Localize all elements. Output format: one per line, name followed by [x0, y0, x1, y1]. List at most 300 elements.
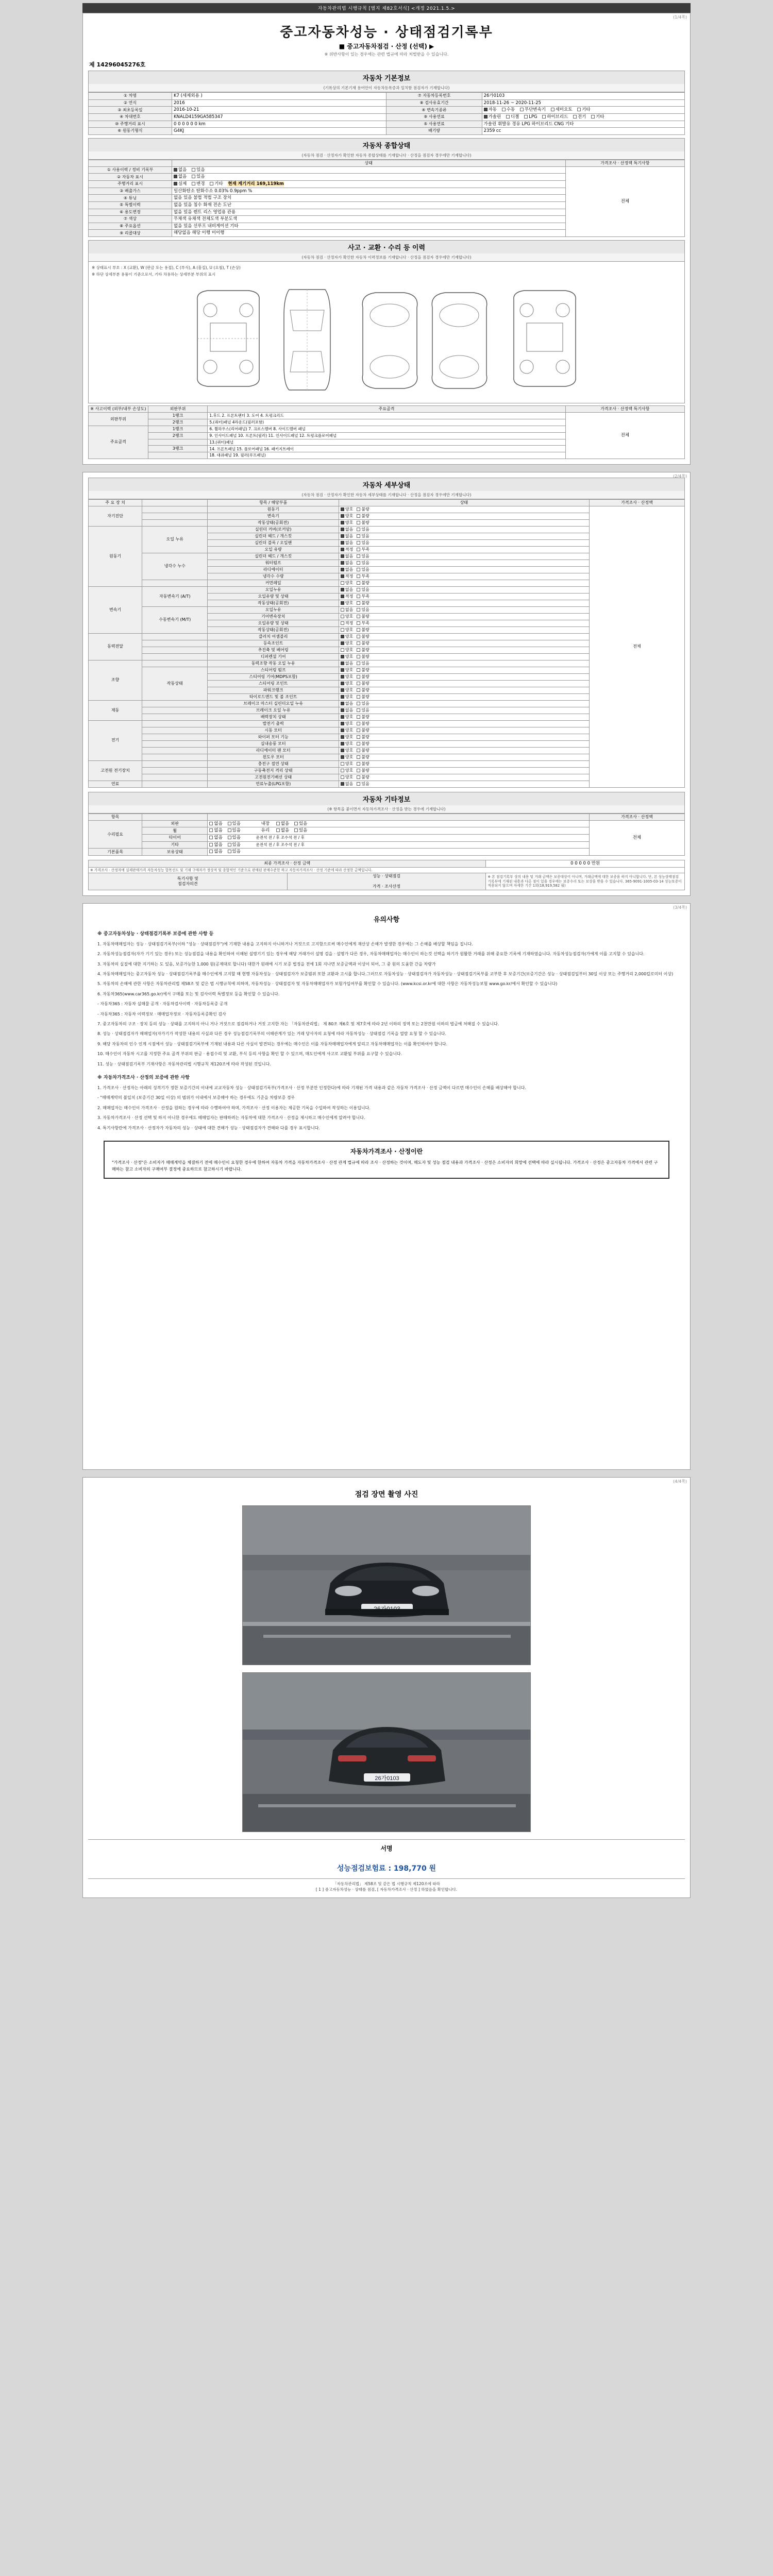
checkbox-fuel-etc[interactable]: 기타 [591, 114, 604, 120]
checkbox-good[interactable]: 양호 [341, 634, 353, 639]
state-fuel-leak [339, 781, 589, 787]
state-mt-oil-level [339, 620, 589, 626]
header-rank-detail: 주요골격 [208, 406, 565, 413]
value-price-note-accident: 전체 [565, 413, 684, 459]
svg-text:26가0103: 26가0103 [375, 1775, 399, 1782]
part-radiator-fan-motor: 라디에이터 팬 모터 [208, 747, 339, 754]
state-battery-isolation [339, 767, 589, 774]
header-other-blank [142, 814, 208, 820]
checkbox-glass-none[interactable]: 없음 [276, 828, 289, 834]
checkbox-yes[interactable]: 있음 [228, 828, 241, 834]
label-displacement: 배기량 [386, 128, 482, 135]
state-tie-rod [339, 693, 589, 700]
checkbox-transmission-cvt[interactable]: 무단변속기 [520, 107, 546, 113]
group-electrical: 전기 [89, 720, 142, 760]
section-overall-note: (자동차 점검 · 산정자가 확인한 자동차 종합상태를 기재합니다 · 산정을 점검자 경우에만 기재합니다) [88, 151, 685, 160]
sub-empty [142, 647, 208, 653]
part-idle: 작동상태(공회전) [208, 519, 339, 526]
checkbox-good[interactable]: 양호 [341, 668, 353, 673]
label-vin: ④ 차대번호 [89, 113, 172, 121]
state-steering-joint [339, 680, 589, 687]
checkbox-glass-yes[interactable]: 있음 [294, 828, 307, 834]
label-recall: ⑨ 리콜대상 [89, 230, 172, 237]
checkbox-good[interactable]: 양호 [341, 674, 353, 680]
notice-item-2: - "매매계약의 불일치 (보증기간 30일 이상) 의 범위가 이내에서 보증해야 하는 경우에도 기준을 차량보증 경우 [97, 1095, 295, 1100]
checkbox-good[interactable]: 양호 [341, 761, 353, 767]
checkbox-none[interactable]: 없음 [341, 534, 353, 539]
page-subtitle-note: ※ 위반사항이 있는 경우에는 관련 법규에 따라 처벌받을 수 있습니다. [324, 52, 449, 57]
checkbox-yes[interactable]: 있음 [357, 587, 369, 592]
checkbox-bad[interactable]: 불량 [357, 715, 369, 720]
checkbox-fuel-lpg[interactable]: LPG [524, 114, 537, 120]
car-side-right-diagram [503, 279, 586, 398]
checkbox-bad[interactable]: 불량 [357, 735, 369, 740]
checkbox-yes[interactable]: 있음 [357, 701, 369, 706]
label-main-frame: 주요골격 [89, 426, 148, 459]
checkbox-bad[interactable]: 불량 [357, 728, 369, 733]
table-row [89, 99, 685, 107]
header-other-price: 가격조사 · 산정액 [589, 814, 684, 820]
state-mt-oil-leak [339, 606, 589, 613]
value-usage-change: 없음 있음 렌트 리스 영업용 관용 [172, 209, 565, 216]
value-recall: 해당없음 해당 이행 미이행 [172, 230, 565, 237]
label-basic-items: 기본품목 [89, 849, 142, 856]
checkbox-bad[interactable]: 불량 [357, 775, 369, 780]
state-alternator [339, 720, 589, 727]
state-water-pump [339, 560, 589, 566]
checkbox-none[interactable]: 없음 [341, 567, 353, 572]
part-power-steering-leak: 동력조향 작동 오일 누유 [208, 660, 339, 667]
label-frame-rank-2b [148, 439, 208, 446]
checkbox-bad[interactable]: 불량 [357, 741, 369, 747]
checkbox-fuel-diesel[interactable]: 디젤 [506, 114, 519, 120]
sub-empty [142, 720, 208, 727]
sheet-page-4 [82, 1477, 691, 1899]
state-charging-port [339, 760, 589, 767]
sub-manual-transmission: 수동변속기 (M/T) [142, 606, 208, 633]
checkbox-none[interactable]: 없음 [341, 587, 353, 592]
checkbox-none[interactable]: 없음 [341, 708, 353, 713]
checkbox-none[interactable]: 없음 [209, 842, 222, 848]
checkbox-adequate[interactable]: 적정 [341, 594, 353, 599]
checkbox-insufficient[interactable]: 부족 [357, 594, 369, 599]
checkbox-bad[interactable]: 불량 [357, 601, 369, 606]
notice-item: 9. 해당 자동차의 인수 인계 시점에서 성능 · 상태점검기록부에 기재된 내용과 다른 사실이 발견되는 경우에는 매수인은 이를 자동차매매업자에게 알리고 자동차매매업자는 이를 확인하여야 합니다. [97, 1041, 448, 1046]
checkbox-yes[interactable]: 있음 [357, 561, 369, 566]
checkbox-mileage-etc[interactable]: 기타 [210, 181, 223, 187]
notice-heading-2: ※ 자동차가격조사 · 산정의 보증에 관한 사항 [97, 1075, 190, 1080]
checkbox-mark-yes[interactable]: 있음 [192, 174, 205, 180]
checkbox-adequate[interactable]: 적정 [341, 621, 353, 626]
sub-empty [142, 653, 208, 660]
checkbox-good[interactable]: 양호 [341, 601, 353, 606]
sub-empty [142, 519, 208, 526]
checkbox-yes[interactable]: 있음 [357, 527, 369, 532]
value-vehicle-mark [172, 174, 565, 181]
part-block-oilpan: 실린더 블록 / 오일팬 [208, 539, 339, 546]
checkbox-none[interactable]: 없음 [209, 821, 222, 827]
state-holding [208, 849, 590, 856]
checkbox-transmission-manual[interactable]: 수동 [502, 107, 515, 113]
state-mt-idle [339, 626, 589, 633]
value-current-odometer: 현재 계기거리 169,119km [228, 181, 284, 187]
checkbox-bad[interactable]: 불량 [357, 748, 369, 753]
checkbox-good[interactable]: 양호 [341, 775, 353, 780]
part-window-motor: 윈도우 모터 [208, 754, 339, 760]
checkbox-bad[interactable]: 불량 [357, 507, 369, 512]
checkbox-bad[interactable]: 불량 [357, 628, 369, 633]
inspection-insurance-fee: 성능점검보험료 : 198,770 원 [337, 1864, 436, 1873]
value-price-note-overall: 전체 [565, 166, 684, 236]
checkbox-bad[interactable]: 불량 [357, 721, 369, 726]
state-differential [339, 653, 589, 660]
part-mt-oil-level: 오일유량 및 상태 [208, 620, 339, 626]
label-fuel: ⑨ 사용연료 [386, 113, 482, 121]
part-battery-isolation: 구동축전지 격리 상태 [208, 767, 339, 774]
page-number-3: (3/4쪽) [673, 905, 687, 910]
diagram-legend-line-1: ※ 상태표시 부호 : X (교환), W (판금 또는 용접), C (부식), A (흠집), U (요철), T (손상) [92, 265, 241, 270]
notice-item-2: 4. 특기사항란에 가격조사 · 산정자가 자동차의 성능 · 상태에 대한 견해가 성능 · 상태점검자가 견해와 다를 경우 표시합니다. [97, 1125, 320, 1130]
checkbox-yes[interactable]: 있음 [228, 842, 241, 848]
checkbox-yes[interactable]: 있음 [357, 534, 369, 539]
value-price-others: 전체 [589, 820, 684, 855]
checkbox-yes[interactable]: 있음 [228, 821, 241, 827]
header-subgroup [142, 499, 208, 506]
state-head-gasket [339, 533, 589, 539]
checkbox-insufficient[interactable]: 부족 [357, 574, 369, 579]
state-etc [208, 841, 590, 849]
part-rocker-cover: 실린더 커버(로커암) [208, 526, 339, 533]
value-transmission [482, 107, 684, 114]
notice-item: 11. 성능 · 상태점검기록부 기재사항은 자동차관리법 시행규칙 제120조에 따라 작성된 것입니다. [97, 1061, 271, 1066]
part-wiper-motor: 와이퍼 모터 기능 [208, 734, 339, 740]
checkbox-fuel-gasoline[interactable]: 가솔린 [484, 114, 501, 120]
part-coolant-head: 실린더 헤드 / 개스킷 [208, 553, 339, 560]
part-radiator: 라디에이터 [208, 566, 339, 573]
state-at-idle [339, 600, 589, 606]
notice-item: 5. 자동차의 손해에 관한 사항은 자동차관리법 제58조 및 같은 법 시행규칙에 의하며, 자동차성능 · 상태점검자 및 자동차매매업자가 보험가입여부를 확인할 수 있습니다. (www.kcsi.or.kr에 대한 사항은 자동차성능보험 www.go.kr/에서 확인할 수 있습니다) [97, 981, 558, 987]
value-tuning: 없음 있음 불법 적법 구조 장치 [172, 195, 565, 202]
value-mileage [172, 181, 565, 188]
checkbox-insufficient[interactable]: 부족 [357, 621, 369, 626]
checkbox-none[interactable]: 없음 [341, 561, 353, 566]
sub-empty [142, 580, 208, 586]
value-vin: KNALD4159GA585347 [172, 113, 386, 121]
state-transmission [339, 513, 589, 519]
checkbox-none[interactable]: 없음 [209, 828, 222, 834]
checkbox-mileage-changed[interactable]: 변경 [192, 181, 205, 187]
checkbox-good[interactable]: 양호 [341, 721, 353, 726]
checkbox-transmission-etc[interactable]: 기타 [577, 107, 590, 113]
section-basic-note: (기록상의 기본기재 용어안이 자동차등록증과 일치함 점검자가 기재합니다) [88, 84, 685, 92]
state-tire [208, 835, 590, 842]
checkbox-transmission-auto[interactable]: 자동 [484, 107, 497, 113]
label-interior: 내장 [261, 821, 270, 826]
part-brake-oil-leak: 브레이크 오일 누유 [208, 707, 339, 714]
label-options: ⑧ 주요옵션 [89, 223, 172, 230]
checkbox-good[interactable]: 양호 [341, 654, 353, 659]
part-head-gasket: 실린더 헤드 / 개스킷 [208, 533, 339, 539]
checkbox-yes[interactable]: 있음 [357, 782, 369, 787]
sub-empty [142, 781, 208, 787]
state-hv-wiring [339, 774, 589, 781]
checkbox-none[interactable]: 없음 [341, 527, 353, 532]
sub-empty [142, 506, 208, 513]
part-booster: 배력장치 상태 [208, 714, 339, 720]
label-engine-type: ⑥ 원동기형식 [89, 128, 172, 135]
checkbox-yes[interactable]: 있음 [357, 554, 369, 559]
part-transmission: 변속기 [208, 513, 339, 519]
part-coolant-level: 냉각수 수량 [208, 573, 339, 580]
state-block-oilpan [339, 539, 589, 546]
label-frame-rank-3: 3랭크 [148, 446, 208, 452]
checkbox-bad[interactable]: 불량 [357, 520, 369, 526]
checkbox-good[interactable]: 양호 [341, 514, 353, 519]
checkbox-mark-none[interactable]: 없음 [174, 174, 187, 180]
notice-item: - 자동차365 : 자동차 실매물 공개 · 자동차검사이력 · 자동차등록증 공개 [97, 1002, 228, 1007]
header-state: 상태 [172, 160, 565, 166]
checkbox-bad[interactable]: 불량 [357, 648, 369, 653]
value-price-detail: 전체 [589, 506, 684, 787]
checkbox-bad[interactable]: 불량 [357, 761, 369, 767]
value-special-notes: ※ 본 점검기록부 상의 내용 및 거래 금액은 보증대상이 아니며, 거래금액에 대한 보증을 하지 아니합니다. 단, 본 성능상태점검 기록부에 기재된 내용과 다른 점이 있을 경우에는 보증수리 또는 보상을 받을 수 있습니다. 365-9091-1005-03-14 성능보증이 적용되지 않으며 자세한 기간 1회(18,919,582 월) [486, 873, 685, 890]
car-front-rear-diagram [345, 279, 499, 398]
table-row [89, 128, 685, 135]
sub-auto-transmission: 자동변속기 (A/T) [142, 586, 208, 606]
value-platenumber: 26가0103 [482, 93, 684, 100]
checkbox-good[interactable]: 양호 [341, 735, 353, 740]
checkbox-bad[interactable]: 불량 [357, 634, 369, 639]
checkbox-mileage-actual[interactable]: 실제 [174, 181, 187, 187]
part-outer-panel: 외판 [142, 820, 208, 827]
checkbox-good[interactable]: 양호 [341, 728, 353, 733]
part-wheel: 휠 [142, 827, 208, 835]
label-tuning: ④ 튜닝 [89, 195, 172, 202]
notice-body [88, 931, 685, 1131]
state-clutch [339, 633, 589, 640]
notice-item: 10. 매수인이 자동차 시고를 지정한 주요 골격 부위의 판금 · 용접수리 및 교환, 부식 등의 사항을 확인 할 수 있으며, 매도인에게 사고로 교환될 부위를 요구할 수 있습니다. [97, 1052, 402, 1057]
header-other-state [208, 814, 590, 820]
checkbox-good[interactable]: 양호 [341, 507, 353, 512]
part-holding-state: 보유상태 [142, 849, 208, 856]
checkbox-interior-none[interactable]: 없음 [276, 821, 289, 827]
detail-status-table [88, 499, 685, 788]
group-steering: 조향 [89, 660, 142, 700]
checkbox-usage-yes[interactable]: 있음 [192, 167, 205, 173]
part-water-pump: 워터펌프 [208, 560, 339, 566]
group-fuel: 연료 [89, 781, 142, 787]
label-emission: ③ 배출가스 [89, 188, 172, 195]
checkbox-yes[interactable]: 있음 [357, 607, 369, 613]
header-price: 가격조사 · 산정액 [589, 499, 684, 506]
checkbox-bad[interactable]: 불량 [357, 768, 369, 773]
sheet-page-1 [82, 13, 691, 465]
checkbox-adequate[interactable]: 적정 [341, 547, 353, 552]
state-at-oil-level [339, 593, 589, 600]
checkbox-good[interactable]: 양호 [341, 520, 353, 526]
part-starter: 시동 모터 [208, 727, 339, 734]
part-mt-gear-shift: 기어변속장치 [208, 613, 339, 620]
inspection-photo-front [242, 1505, 531, 1665]
notice-item: 3. 자동차의 실질에 대한 지기하는 도 있음, 보증가능한 1,000 원(공제대로 합니다) 대한가 원래에 시기 보증 법정을 전에 1회 지나면 보증금액과 이상이 되어, 그 중 원의 도움한 간을 차량가 [97, 961, 436, 967]
label-year: ② 연식 [89, 99, 172, 107]
page-number-1: (1/4쪽) [673, 15, 687, 20]
label-glass: 유리 [261, 828, 270, 834]
checkbox-bad[interactable]: 불량 [357, 694, 369, 700]
warnbox-title: 자동차가격조사 · 산정이란 [350, 1147, 423, 1155]
value-frame-rank-3b-parts: 18. 대쉬패널 19. 필러(루프패널) [208, 452, 565, 459]
checkbox-none[interactable]: 없음 [209, 835, 222, 841]
table-row [89, 166, 685, 174]
notice-item: 7. 중고자동차의 구조 · 장치 등의 성능 · 상태를 고지하지 아니 거나 거짓으로 점검하거나 거짓 고지한 자는 「자동차관리법」 제 80조 제6호 및 제7호에 따라 2년 이하의 징역 또는 2천만원 이하의 벌금에 처해질 수 있습니다. [97, 1022, 499, 1027]
value-carname: K7 (세제외용 ) [172, 93, 386, 100]
form-legal-header: 자동차관리법 시행규칙 [별지 제82호서식] <개정 2021.1.5.> [82, 3, 691, 13]
checkbox-bad[interactable]: 불량 [357, 654, 369, 659]
part-alternator: 발전기 출력 [208, 720, 339, 727]
page-subtitle: ■ 중고자동차점검 · 산정 (선택) ▶ [339, 43, 434, 50]
car-diagram-row [92, 279, 681, 398]
sub-oil-leak: 오일 누유 [142, 526, 208, 553]
checkbox-insufficient[interactable]: 부족 [357, 547, 369, 552]
part-at-oil-leak: 오일누유 [208, 586, 339, 593]
part-mt-idle: 작동상태(공회전) [208, 626, 339, 633]
checkbox-yes[interactable]: 있음 [357, 661, 369, 666]
sub-coolant-leak: 냉각수 누수 [142, 553, 208, 580]
checkbox-none[interactable]: 없음 [341, 607, 353, 613]
state-brake-oil-leak [339, 707, 589, 714]
part-propeller-shaft: 추진축 및 베어링 [208, 647, 339, 653]
value-rank-2-parts: 5.(쿼터)패널 4라운드(필러포함) [208, 419, 565, 426]
state-mt-gear-shift [339, 613, 589, 620]
sub-empty [142, 754, 208, 760]
table-header-row [89, 860, 685, 867]
group-self-diagnosis: 자기진단 [89, 506, 142, 526]
checkbox-bad[interactable]: 불량 [357, 514, 369, 519]
label-special-history: ⑤ 특별이력 [89, 201, 172, 209]
checkbox-bad[interactable]: 불량 [357, 681, 369, 686]
checkbox-yes[interactable]: 있음 [357, 567, 369, 572]
label-inspection-kind: 성능 · 상태점검 가격 · 조사산정 [287, 873, 486, 890]
checkbox-none[interactable]: 없음 [341, 782, 353, 787]
part-hv-wiring: 고전원전기배선 상태 [208, 774, 339, 781]
checkbox-bad[interactable]: 불량 [357, 755, 369, 760]
checkbox-good[interactable]: 양호 [341, 694, 353, 700]
page-title: 중고자동차성능 · 상태점검기록부 [280, 25, 493, 40]
checkbox-usage-none[interactable]: 없음 [174, 167, 187, 173]
checkbox-bad[interactable]: 불량 [357, 614, 369, 619]
state-engine [339, 506, 589, 513]
checkbox-bad[interactable]: 불량 [357, 674, 369, 680]
checkbox-good[interactable]: 양호 [341, 715, 353, 720]
checkbox-yes[interactable]: 있음 [228, 849, 241, 855]
part-cv-joint: 등속조인트 [208, 640, 339, 647]
value-first-registration: 2016-10-21 [172, 107, 386, 114]
checkbox-adequate[interactable]: 적정 [341, 574, 353, 579]
table-row [89, 873, 685, 890]
part-steering-pump: 스티어링 펌프 [208, 667, 339, 673]
footer-divider [88, 1878, 685, 1879]
state-idle [339, 519, 589, 526]
sub-empty [142, 660, 208, 667]
checkbox-good[interactable]: 양호 [341, 581, 353, 586]
sub-empty [142, 734, 208, 740]
label-color: ⑦ 색상 [89, 216, 172, 223]
checkbox-good[interactable]: 양호 [341, 628, 353, 633]
section-detail-note: (자동차 점검 · 산정자가 확인한 자동차 세부상태를 기재합니다 · 산정을 점검자 경우에만 기재합니다) [88, 491, 685, 499]
document-number: 제 14296045276호 [89, 61, 146, 68]
part-charging-port: 충전구 절연 상태 [208, 760, 339, 767]
checkbox-bad[interactable]: 불량 [357, 668, 369, 673]
sub-empty [142, 740, 208, 747]
header-part: 항목 / 해당부품 [208, 499, 339, 506]
header-state: 상태 [339, 499, 589, 506]
state-window-motor [339, 754, 589, 760]
checkbox-good[interactable]: 양호 [341, 755, 353, 760]
sub-operation-state: 작동상태 [142, 667, 208, 700]
state-rocker-cover [339, 526, 589, 533]
label-platenumber: ⑦ 자동차등록번호 [386, 93, 482, 100]
notice-title: 유의사항 [373, 916, 400, 924]
notice-item: 8. 성능 · 상태점검자가 매매업자(자가기가 작성한 내용의 사실과 다른 경우 성능점검기록부의 이해관계가 있는 거래 당사자의 요청에 따라 자동차성능 · 상태점검 기록을 열람 요청 할 수 있습니다. [97, 1031, 447, 1037]
checkbox-bad[interactable]: 불량 [357, 688, 369, 693]
checkbox-none[interactable]: 없음 [341, 540, 353, 546]
notice-item: 6. 자동차365(www.car365.go.kr)에서 구매를 또는 및 검사이력 특별정보 등을 확인할 수 있습니다. [97, 991, 280, 996]
checkbox-none[interactable]: 없음 [341, 554, 353, 559]
part-master-cylinder: 브레이크 마스터 실린더오일 누유 [208, 700, 339, 707]
sub-empty [142, 760, 208, 767]
value-mileage-display: 0 0 0 0 0 0 km [172, 121, 386, 128]
checkbox-yes[interactable]: 있음 [228, 835, 241, 841]
photo-rear-view [243, 1673, 531, 1832]
checkbox-good[interactable]: 양호 [341, 681, 353, 686]
checkbox-interior-yes[interactable]: 있음 [294, 821, 307, 827]
notice-item: 2. 자동차성능점검자(자가 기기 있는 경우) 또는 성능점검을 내용을 확인하여 이해된 설명기기 있는 경우에 해당 거래가이 설명 검을 · 설명가 다른 경우, 자동차매매업자는 매수인이 하는것 선택을 하기가 원활한 거래를 위해 중요한 기록에 기재하였습니다. 자동차성능점검자(가에게 이를 고지할 수 있습니다. [97, 952, 645, 957]
sub-empty [142, 727, 208, 734]
label-usage-history: ① 사용이력 / 정비 기록부 [89, 166, 172, 174]
checkbox-bad[interactable]: 불량 [357, 641, 369, 646]
table-row [89, 413, 685, 419]
checkbox-good[interactable]: 양호 [341, 648, 353, 653]
checkbox-yes[interactable]: 있음 [357, 708, 369, 713]
checkbox-good[interactable]: 양호 [341, 614, 353, 619]
value-engine-type: G4KJ [172, 128, 386, 135]
label-frame-rank-1: 1랭크 [148, 426, 208, 433]
checkbox-good[interactable]: 양호 [341, 688, 353, 693]
checkbox-none[interactable]: 없음 [341, 661, 353, 666]
label-etc-positions: 운전석 전 / 후 조수석 전 / 후 [256, 842, 305, 847]
checkbox-fuel-electric[interactable]: 전기 [573, 114, 586, 120]
value-inspection-period: 2018-11-26 ~ 2020-11-25 [482, 99, 684, 107]
checkbox-none[interactable]: 없음 [209, 849, 222, 855]
checkbox-good[interactable]: 양호 [341, 748, 353, 753]
checkbox-bad[interactable]: 불량 [357, 581, 369, 586]
checkbox-transmission-semi[interactable]: 세미오토 [551, 107, 573, 113]
table-header-row [89, 499, 685, 506]
checkbox-fuel-hybrid[interactable]: 하이브리드 [542, 114, 568, 120]
checkbox-good[interactable]: 양호 [341, 741, 353, 747]
other-info-table [88, 814, 685, 856]
checkbox-good[interactable]: 양호 [341, 768, 353, 773]
car-side-left-diagram [187, 279, 270, 398]
sheet-page-2 [82, 472, 691, 896]
checkbox-good[interactable]: 양호 [341, 641, 353, 646]
sub-empty [142, 714, 208, 720]
label-tire-positions: 운전석 전 / 후 조수석 전 / 후 [256, 835, 305, 840]
checkbox-none[interactable]: 없음 [341, 701, 353, 706]
value-frame-rank-1-parts: 6. 휠하우스(리어패널) 7. 크로스멤버 8. 사이드멤버 패널 [208, 426, 565, 433]
checkbox-yes[interactable]: 있음 [357, 540, 369, 546]
value-special-history: 없음 있음 침수 화재 전손 도난 [172, 201, 565, 209]
